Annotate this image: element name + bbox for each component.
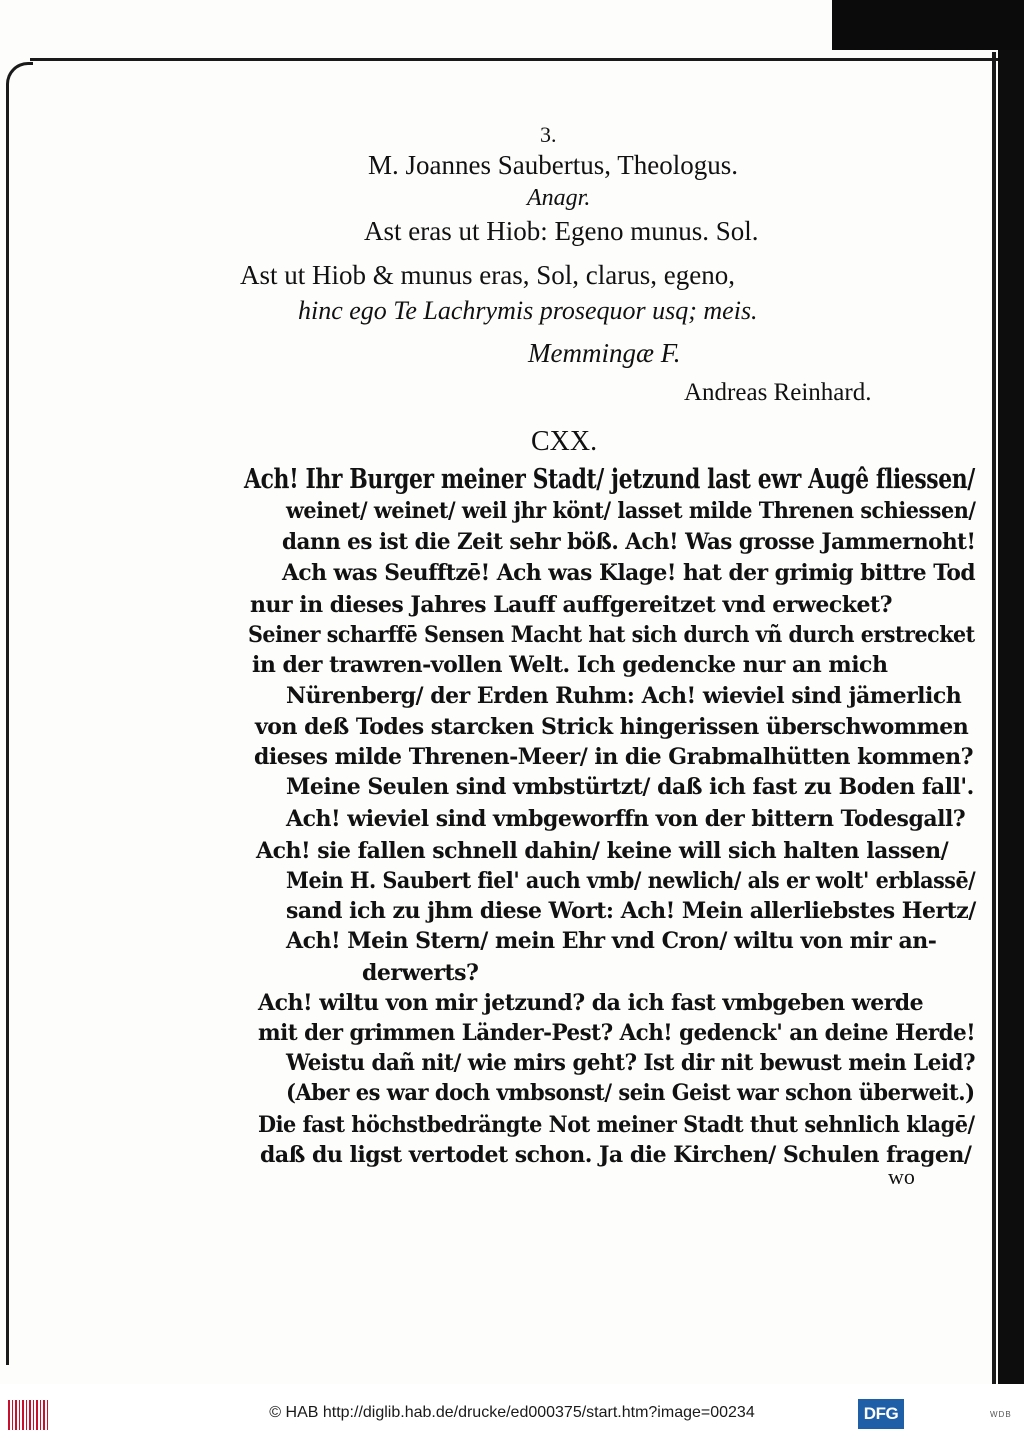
poem-line: Die fast höchstbedrängte Not meiner Stadt thut sehnlich klagē/ [258,1112,975,1138]
poem-line: Seiner scharffē Sensen Macht hat sich durch vñ durch erstrecket [248,622,975,648]
scan-border-top-right [832,0,1024,50]
copyright-url[interactable]: © HAB http://diglib.hab.de/drucke/ed000375/start.htm?image=00234 [269,1404,755,1421]
poem-line: nur in dieses Jahres Lauff auffgereitzet vnd erwecket? [250,592,893,618]
poem-line: Ach! sie fallen schnell dahin/ keine will sich halten lassen/ [256,838,949,864]
poem-line: Ach! wiltu von mir jetzund? da ich fast vmbgeben werde [258,990,924,1016]
poem-line: Ach was Seufftzē! Ach was Klage! hat der grimig bittre Tod [282,560,976,586]
poem-line: sand ich zu jhm diese Wort: Ach! Mein allerliebstes Hertz/ [286,898,976,924]
page-number: 3. [540,122,557,147]
poem-line: in der trawren-vollen Welt. Ich gedencke nur an mich [252,652,888,678]
poem-line: weinet/ weinet/ weil jhr könt/ lasset milde Threnen schiessen/ [286,498,976,524]
poem-line: mit der grimmen Länder-Pest? Ach! gedenck' an deine Herde! [258,1020,976,1046]
viewer-footer [0,1392,1024,1437]
poem-line: Ach! Mein Stern/ mein Ehr vnd Cron/ wiltu von mir an- [286,928,937,954]
poem-line: Weistu dañ nit/ wie mirs geht? Ist dir nit bewust mein Leid? [286,1050,976,1076]
author-signature: Andreas Reinhard. [684,379,872,406]
poem-line: von deß Todes starcken Strick hingerissen überschwommen [255,714,969,740]
page-edge-left [6,62,33,1365]
page-edge-right [992,52,996,1384]
poem-line: Ach! Ihr Burger meiner Stadt/ jetzund last ewr Augê fliessen/ [244,464,975,495]
scan-border-right [998,50,1024,1384]
wdb-code: WDB [990,1410,1012,1419]
poem-line: Ach! wieviel sind vmbgeworffn von der bittern Todesgall? [286,806,966,832]
latin-verse-1: Ast ut Hiob & munus eras, Sol, clarus, egeno, [240,260,735,290]
poem-line: daß du ligst vertodet schon. Ja die Kirchen/ Schulen fragen/ [260,1142,972,1168]
anagram: Ast eras ut Hiob: Egeno munus. Sol. [364,216,759,246]
poem-line: dieses milde Threnen-Meer/ in die Grabmalhütten kommen? [254,744,974,770]
poem-line: (Aber es war doch vmbsonst/ sein Geist war schon überweit.) [286,1080,975,1106]
poem-line: dann es ist die Zeit sehr böß. Ach! Was grosse Jammernoht! [282,529,976,555]
section-number: CXX. [531,426,598,457]
latin-verse-2: hinc ego Te Lachrymis prosequor usq; meis. [298,296,758,325]
anagram-label: Anagr. [527,185,591,211]
dfg-logo[interactable]: DFG [858,1399,904,1429]
poem-line: Nürenberg/ der Erden Ruhm: Ach! wieviel sind jämerlich [286,683,962,709]
place-signature: Memmingæ F. [528,338,681,368]
poem-line: Meine Seulen sind vmbstürtzt/ daß ich fast zu Boden fall'. [286,774,974,800]
catchword: wo [888,1164,915,1189]
heading: M. Joannes Saubertus, Theologus. [368,150,738,180]
poem-line: Mein H. Saubert fiel' auch vmb/ newlich/ als er wolt' erblassē/ [286,868,976,894]
poem-line: derwerts? [362,960,479,986]
page-edge-top [30,58,998,61]
